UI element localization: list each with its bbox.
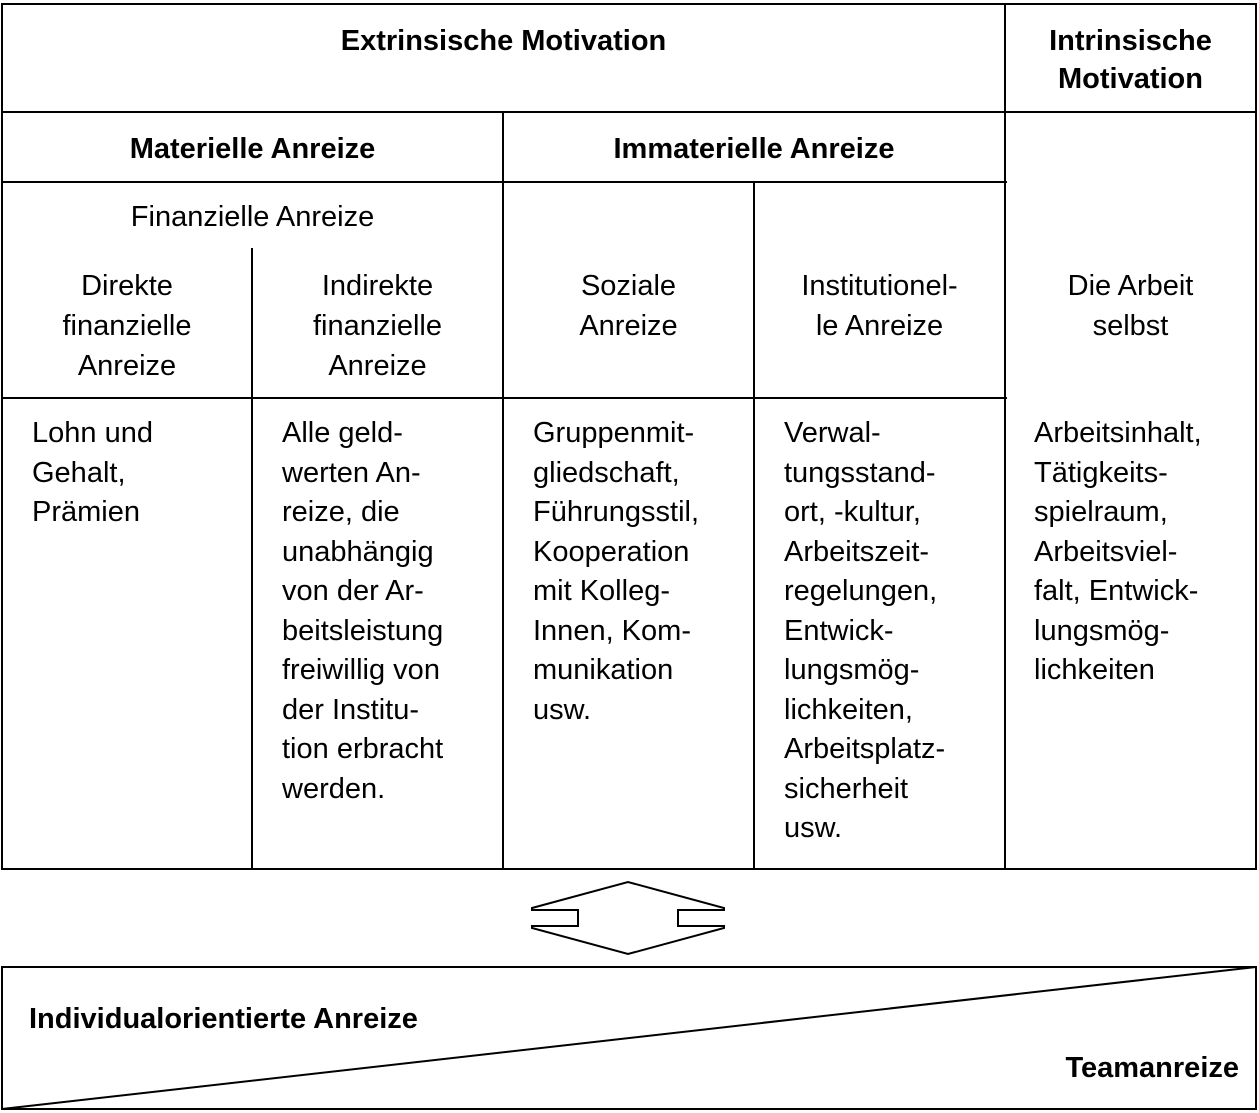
- material-incentives-header: Materielle Anreize: [129, 133, 376, 165]
- column-content-institutional: Verwal- tungsstand- ort, -kultur, Arbeitszeit- regelungen, Entwick- lungsmög- lichkeiten, Arbeitsplatz- sicherheit usw.: [784, 417, 946, 844]
- divider-extrinsic-intrinsic: [1004, 3, 1006, 870]
- incentive-wedge: [0, 965, 1259, 1113]
- divider-below-anreize-header: [1, 181, 1007, 183]
- immaterial-incentives-header: Immaterielle Anreize: [613, 133, 895, 165]
- column-heading-work-itself: Die Arbeit selbst: [1067, 270, 1194, 342]
- individual-incentives-label: Individualorientierte Anreize: [29, 1003, 418, 1035]
- column-content-direct: Lohn und Gehalt, Prämien: [32, 417, 153, 528]
- table-border-bottom: [1, 868, 1257, 870]
- column-heading-direct: Direkte finanzielle Anreize: [62, 270, 192, 382]
- extrinsic-motivation-header: Extrinsische Motivation: [340, 25, 667, 57]
- column-heading-indirect: Indirekte finanzielle Anreize: [313, 270, 442, 382]
- column-content-indirect: Alle geld- werten An- reize, die unabhängig von der Ar- beitsleistung freiwillig von der Institu- tion erbracht werden.: [282, 417, 444, 805]
- column-heading-social: Soziale Anreize: [579, 270, 678, 342]
- divider-below-motivation-header: [1, 111, 1257, 113]
- column-content-social: Gruppenmit- gliedschaft, Führungsstil, Kooperation mit Kolleg- Innen, Kom- munikation usw.: [533, 417, 700, 726]
- column-content-work-itself: Arbeitsinhalt, Tätigkeits- spielraum, Arbeitsviel- falt, Entwick- lungsmög- lichkeiten: [1034, 417, 1202, 686]
- intrinsic-motivation-header: Intrinsische Motivation: [1049, 25, 1212, 95]
- table-border-top: [1, 3, 1257, 5]
- double-arrow-icon: [530, 880, 726, 956]
- wedge-diagonal: [2, 967, 1256, 1109]
- team-incentives-label: Teamanreize: [1065, 1052, 1239, 1084]
- financial-incentives-header: Finanzielle Anreize: [130, 201, 375, 233]
- divider-material-immaterial: [502, 111, 504, 870]
- column-heading-institutional: Institutionel- le Anreize: [801, 270, 958, 342]
- divider-below-column-headings: [1, 397, 1007, 399]
